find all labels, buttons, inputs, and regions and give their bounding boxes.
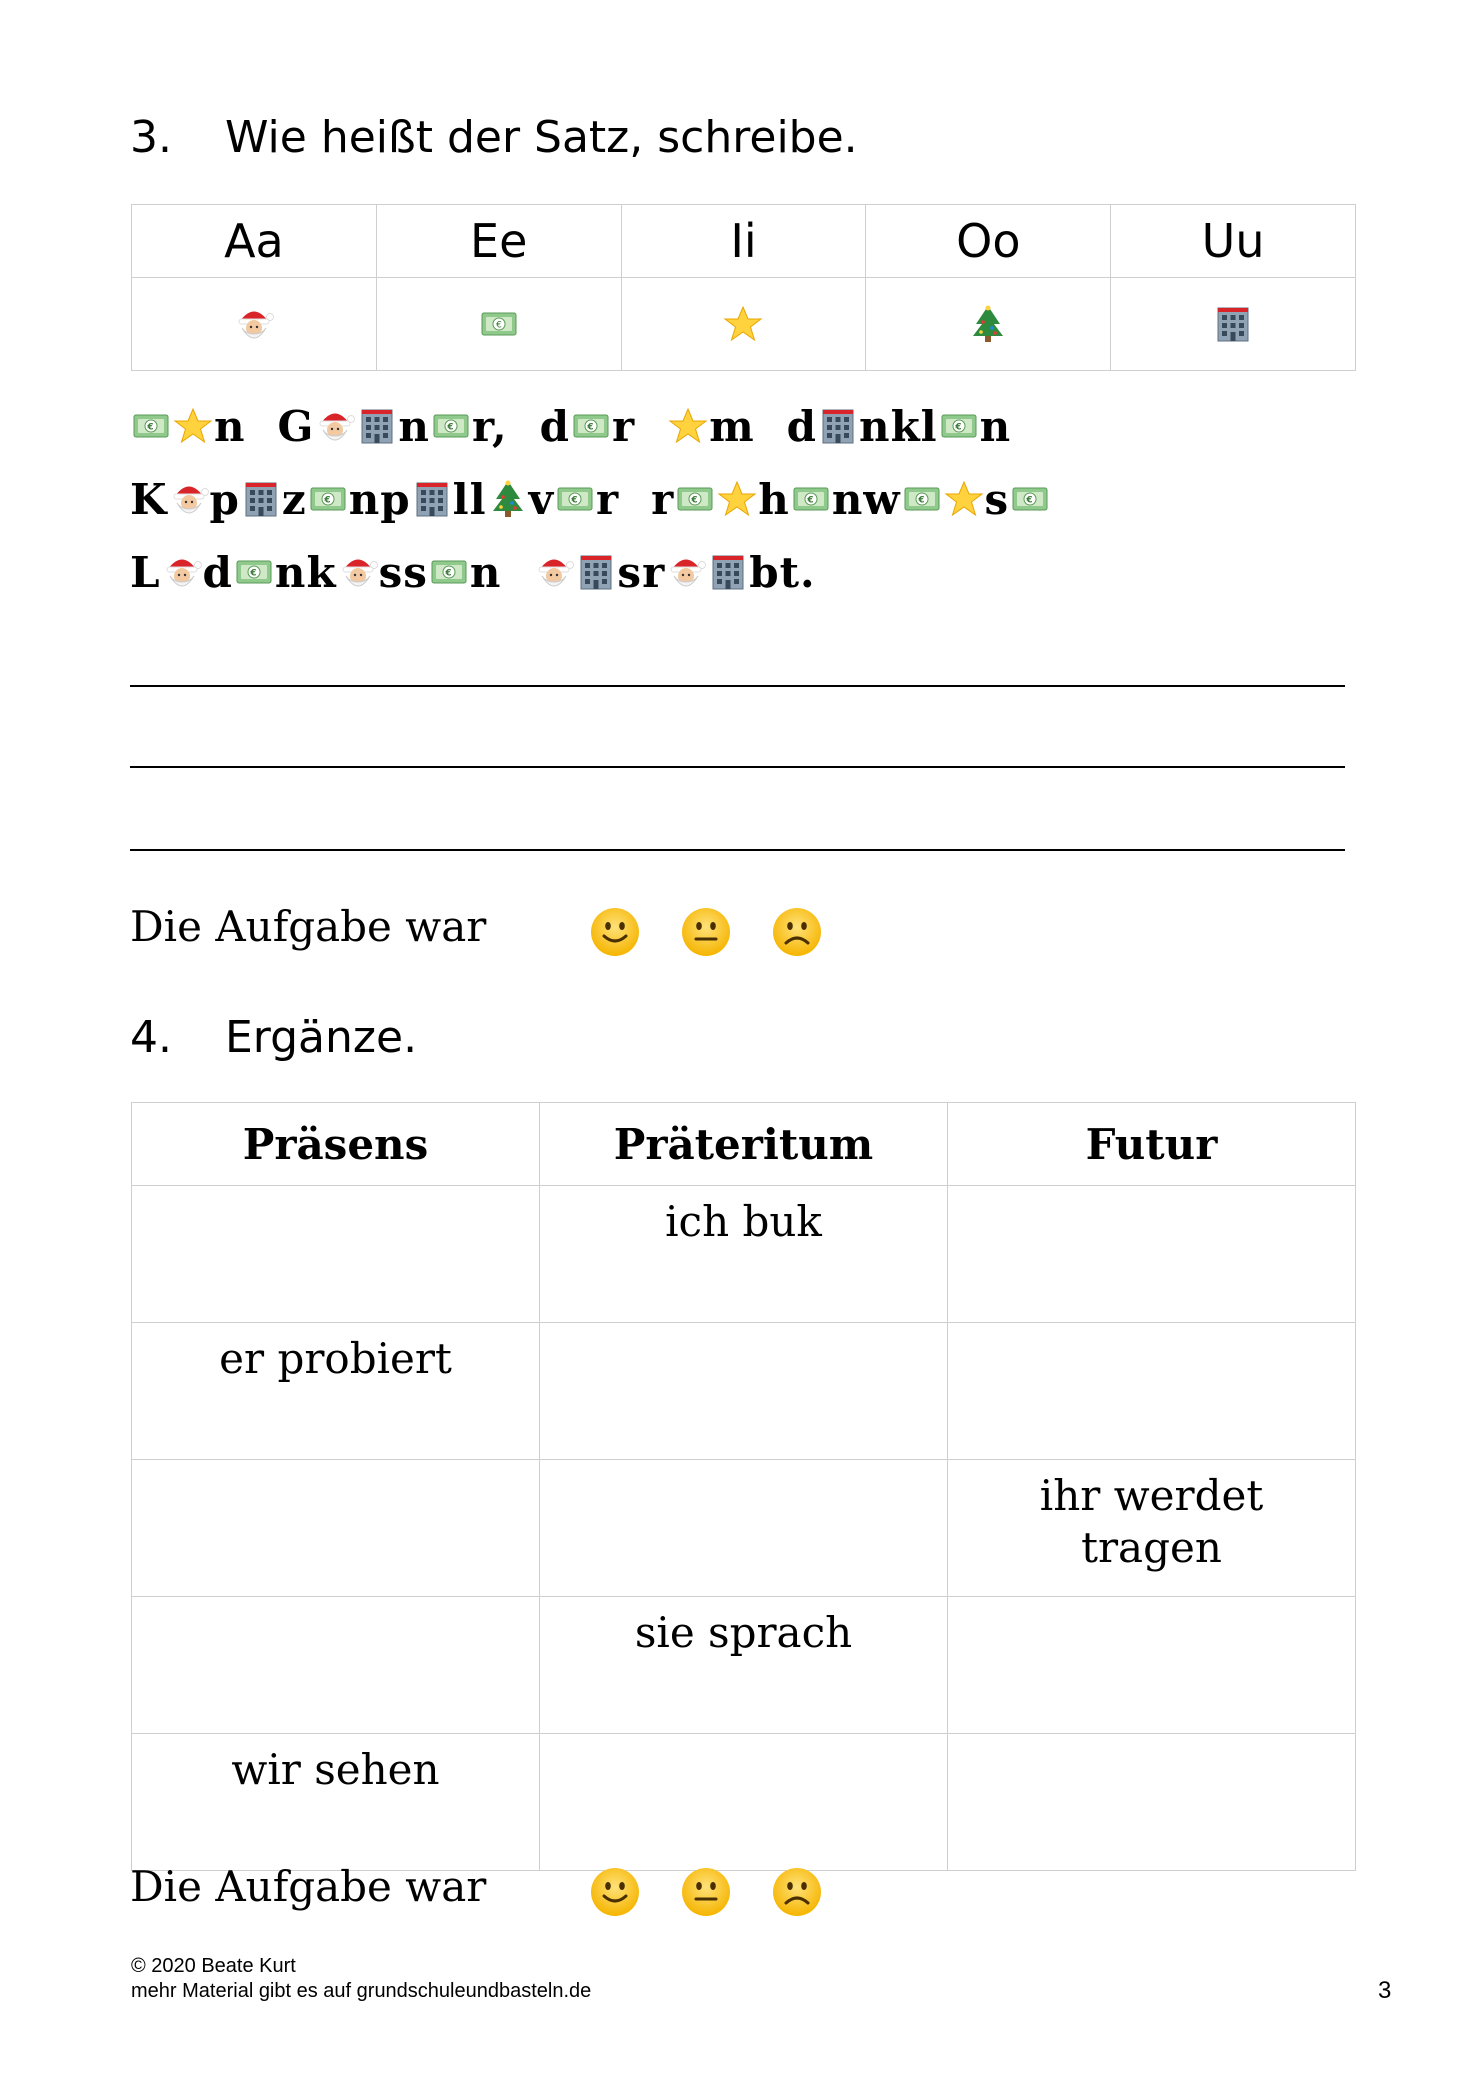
star-icon: [723, 304, 763, 344]
office-building-icon: [576, 552, 616, 592]
key-letter: Ee: [376, 205, 621, 278]
table-cell: ich buk: [540, 1186, 948, 1323]
money-icon: [479, 304, 519, 344]
svg-text:€: €: [1026, 495, 1034, 506]
table-cell[interactable]: [132, 1186, 540, 1323]
table-row: [132, 1186, 1356, 1323]
smiley-happy-icon[interactable]: [589, 906, 641, 958]
writing-line[interactable]: [130, 849, 1345, 851]
santa-icon: [162, 552, 202, 592]
task-title: Wie heißt der Satz, schreibe.: [225, 112, 858, 163]
tense-table: [131, 1102, 1356, 1871]
office-building-icon: [708, 552, 748, 592]
office-building-icon: [1213, 304, 1253, 344]
smiley-neutral-icon[interactable]: [680, 906, 732, 958]
key-letter: Uu: [1111, 205, 1356, 278]
svg-text:€: €: [587, 422, 595, 433]
table-row: [132, 1460, 1356, 1597]
svg-text:€: €: [691, 495, 699, 506]
page-number: 3: [1378, 1977, 1392, 2004]
star-icon: [668, 406, 708, 446]
column-header-futur: Futur: [948, 1103, 1356, 1186]
svg-text:€: €: [917, 495, 926, 506]
rating-label: Die Aufgabe war: [130, 1862, 487, 1911]
money-icon: [555, 479, 595, 519]
svg-text:€: €: [571, 495, 579, 506]
star-icon: [173, 406, 213, 446]
santa-icon: [666, 552, 706, 592]
santa-icon: [534, 552, 574, 592]
table-cell[interactable]: [948, 1323, 1356, 1460]
table-cell[interactable]: [132, 1597, 540, 1734]
svg-text:€: €: [445, 568, 453, 579]
money-icon: [1010, 479, 1050, 519]
key-letter: Ii: [621, 205, 866, 278]
money-icon: [939, 406, 979, 446]
task-title: Ergänze.: [225, 1012, 418, 1063]
table-cell: wir sehen: [132, 1734, 540, 1871]
writing-line[interactable]: [130, 685, 1345, 687]
table-cell[interactable]: [132, 1460, 540, 1597]
task-number: 3.: [130, 112, 172, 163]
table-cell: ihr werdet tragen: [948, 1460, 1356, 1597]
smiley-happy-icon[interactable]: [589, 1866, 641, 1918]
money-icon: [131, 406, 171, 446]
table-cell[interactable]: [540, 1734, 948, 1871]
smiley-neutral-icon[interactable]: [680, 1866, 732, 1918]
star-icon: [717, 479, 757, 519]
money-icon: [902, 479, 942, 519]
office-building-icon: [241, 479, 281, 519]
column-header-praesens: Präsens: [132, 1103, 540, 1186]
money-icon: [791, 479, 831, 519]
christmas-tree-icon: [488, 479, 528, 519]
svg-text:€: €: [250, 568, 258, 579]
task-4-heading: [130, 1012, 417, 1063]
svg-text:€: €: [955, 422, 963, 433]
writing-line[interactable]: [130, 766, 1345, 768]
santa-icon: [169, 479, 209, 519]
office-building-icon: [818, 406, 858, 446]
column-header-praeteritum: Präteritum: [540, 1103, 948, 1186]
christmas-tree-icon: [968, 304, 1008, 344]
table-cell[interactable]: [948, 1734, 1356, 1871]
encoded-line-3: L d € nk ss € n sr bt.: [130, 548, 816, 597]
money-icon: [571, 406, 611, 446]
table-row: [132, 1323, 1356, 1460]
svg-text:€: €: [324, 495, 332, 506]
svg-text:€: €: [147, 422, 155, 433]
santa-icon: [234, 304, 274, 344]
santa-icon: [338, 552, 378, 592]
table-cell[interactable]: [948, 1186, 1356, 1323]
key-letter: Oo: [866, 205, 1111, 278]
task-number: 4.: [130, 1012, 172, 1063]
office-building-icon: [412, 479, 452, 519]
rating-label: Die Aufgabe war: [130, 902, 487, 951]
table-cell[interactable]: [948, 1597, 1356, 1734]
table-cell: sie sprach: [540, 1597, 948, 1734]
table-cell: er probiert: [132, 1323, 540, 1460]
footer-more-material: mehr Material gibt es auf grundschuleundbasteln.de: [131, 1980, 592, 2002]
money-icon: [675, 479, 715, 519]
svg-text:€: €: [495, 320, 502, 331]
encoded-line-2: K p z € np ll v € r r € h € nw € s €: [130, 475, 1051, 524]
table-row: [132, 1734, 1356, 1871]
table-row: [132, 1597, 1356, 1734]
svg-text:€: €: [447, 422, 455, 433]
santa-icon: [315, 406, 355, 446]
vowel-key-table: [131, 204, 1356, 371]
key-letter: Aa: [132, 205, 377, 278]
table-cell[interactable]: [540, 1460, 948, 1597]
money-icon: [234, 552, 274, 592]
smiley-sad-icon[interactable]: [771, 1866, 823, 1918]
smiley-sad-icon[interactable]: [771, 906, 823, 958]
footer-copyright: © 2020 Beate Kurt: [131, 1955, 296, 1977]
star-icon: [944, 479, 984, 519]
office-building-icon: [357, 406, 397, 446]
encoded-line-1: € n G n € r, d € r m d nkl € n: [130, 402, 1011, 451]
money-icon: [308, 479, 348, 519]
money-icon: [431, 406, 471, 446]
money-icon: [429, 552, 469, 592]
task-3-heading: [130, 112, 858, 163]
svg-text:€: €: [807, 495, 815, 506]
table-cell[interactable]: [540, 1323, 948, 1460]
